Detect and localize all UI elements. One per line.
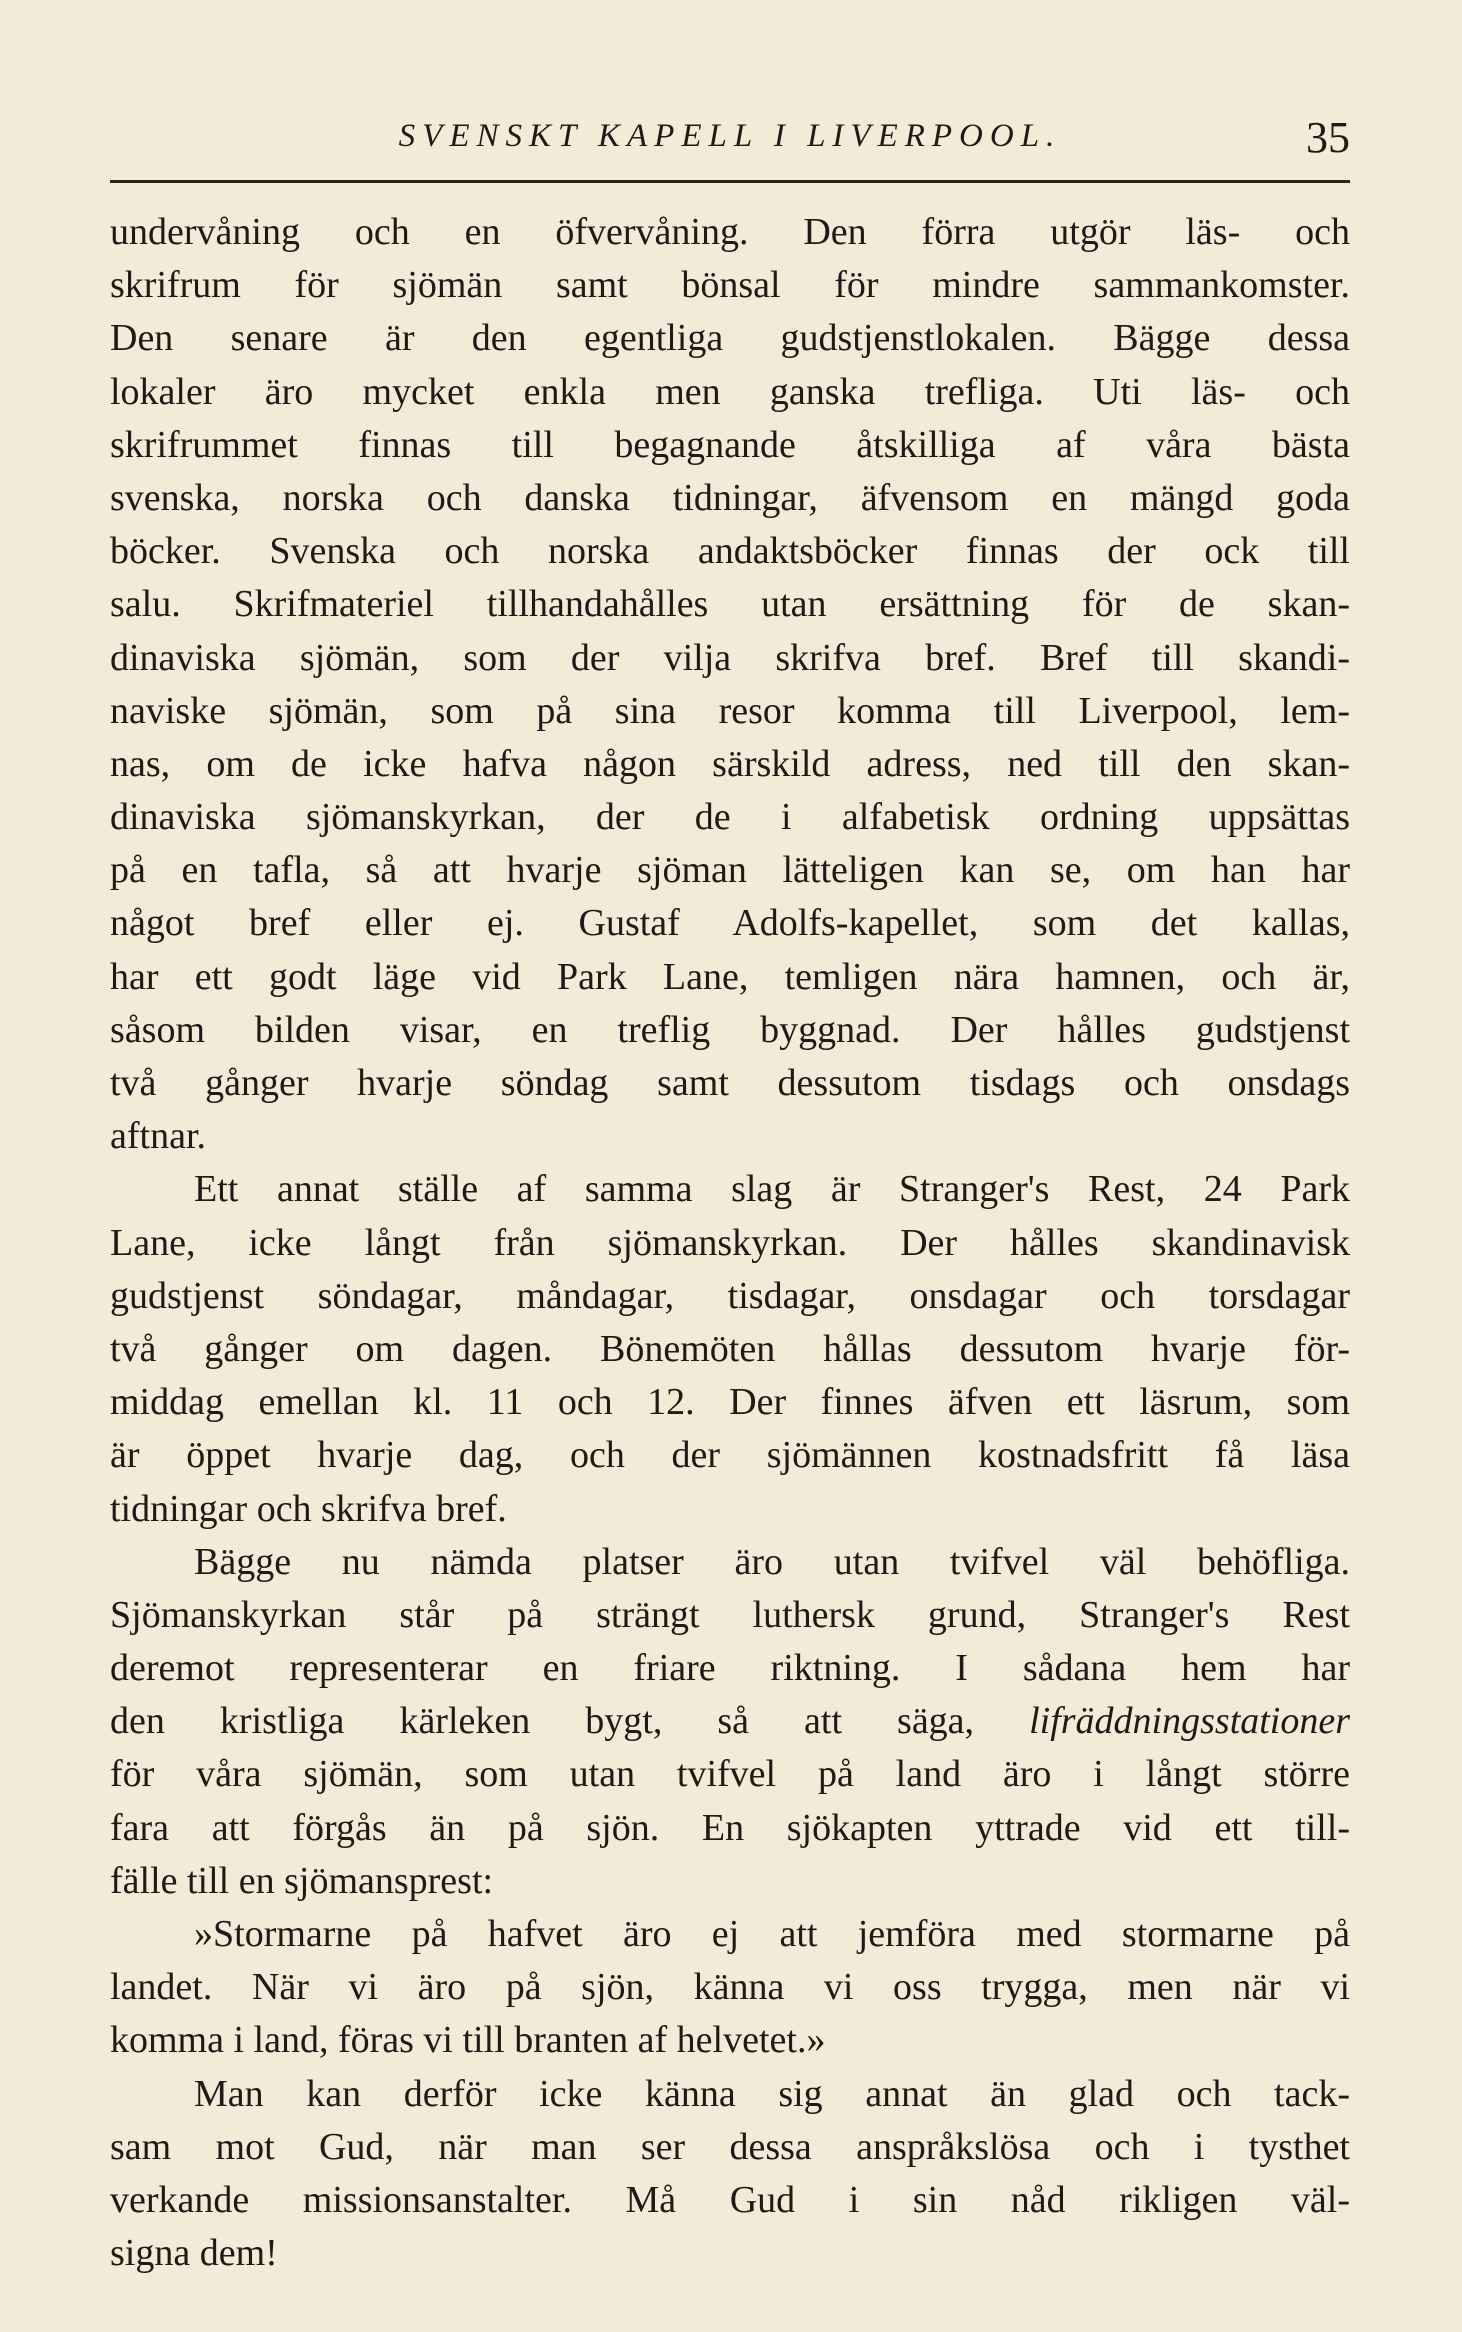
- header-rule: [110, 180, 1350, 183]
- text-line: för våra sjömän, som utan tvifvel på land äro i långt större: [110, 1753, 1350, 1796]
- text-line: landet. När vi äro på sjön, känna vi oss trygga, men när vi: [110, 1966, 1350, 2009]
- text-line: böcker. Svenska och norska andaktsböcker finnas der ock till: [110, 530, 1350, 573]
- text-line: »Stormarne på hafvet äro ej att jemföra med stormarne på: [194, 1913, 1350, 1955]
- text-line: aftnar.: [110, 1115, 207, 1158]
- text-line: undervåning och en öfvervåning. Den förra utgör läs- och: [110, 211, 1350, 253]
- text-line: två gånger hvarje söndag samt dessutom tisdags och onsdags: [110, 1062, 1350, 1104]
- text-line: lokaler äro mycket enkla men ganska trefliga. Uti läs- och: [110, 370, 1350, 413]
- text-line: svenska, norska och danska tidningar, äfvensom en mängd goda: [110, 476, 1350, 519]
- text-line: är öppet hvarje dag, och der sjömännen kostnadsfritt få läsa: [110, 1434, 1350, 1477]
- text-line: signa dem!: [110, 2232, 278, 2275]
- text-line: Sjömanskyrkan står på strängt luthersk grund, Stranger's Rest: [110, 1593, 1350, 1636]
- text-line: har ett godt läge vid Park Lane, temligen nära hamnen, och är,: [110, 955, 1350, 998]
- text-segment: den kristliga kärleken bygt, så att säga,: [110, 1700, 975, 1743]
- text-line: verkande missionsanstalter. Må Gud i sin nåd rikligen väl-: [110, 2178, 1350, 2221]
- text-line: dinaviska sjömanskyrkan, der de i alfabetisk ordning uppsättas: [110, 796, 1350, 839]
- page-number: 35: [1306, 113, 1350, 162]
- text-line: Bägge nu nämda platser äro utan tvifvel väl behöfliga.: [194, 1540, 1350, 1583]
- text-line: gudstjenst söndagar, måndagar, tisdagar, onsdagar och torsdagar: [110, 1274, 1350, 1317]
- running-head: [110, 112, 1350, 172]
- text-line: fälle till en sjömansprest:: [110, 1859, 494, 1902]
- text-line: tidningar och skrifva bref.: [110, 1487, 507, 1530]
- text-line: något bref eller ej. Gustaf Adolfs-kapellet, som det kallas,: [110, 902, 1350, 945]
- text-line: på en tafla, så att hvarje sjöman lätteligen kan se, om han har: [110, 849, 1350, 892]
- text-line: deremot representerar en friare riktning. I sådana hem har: [110, 1647, 1350, 1690]
- text-line: Den senare är den egentliga gudstjenstlokalen. Bägge dessa: [110, 317, 1350, 360]
- text-line: naviske sjömän, som på sina resor komma till Liverpool, lem-: [110, 689, 1350, 732]
- body-text: [110, 206, 1350, 2280]
- text-line: Lane, icke långt från sjömanskyrkan. Der hålles skandinavisk: [110, 1221, 1350, 1264]
- text-line: två gånger om dagen. Bönemöten hållas dessutom hvarje för-: [110, 1327, 1350, 1370]
- text-line: middag emellan kl. 11 och 12. Der finnes äfven ett läsrum, som: [110, 1381, 1350, 1424]
- text-line: Ett annat ställe af samma slag är Stranger's Rest, 24 Park: [194, 1168, 1350, 1211]
- text-line: komma i land, föras vi till branten af helvetet.»: [110, 2019, 826, 2062]
- text-line: salu. Skrifmateriel tillhandahålles utan ersättning för de skan-: [110, 583, 1350, 626]
- text-line: sam mot Gud, när man ser dessa anspråkslösa och i tysthet: [110, 2125, 1350, 2168]
- text-line: fara att förgås än på sjön. En sjökapten yttrade vid ett till-: [110, 1806, 1350, 1849]
- text-line: såsom bilden visar, en treflig byggnad. Der hålles gudstjenst: [110, 1008, 1350, 1051]
- text-line-with-italic: [110, 1695, 1350, 1748]
- text-line: nas, om de icke hafva någon särskild adress, ned till den skan-: [110, 742, 1350, 785]
- text-line: dinaviska sjömän, som der vilja skrifva bref. Bref till skandi-: [110, 636, 1350, 679]
- italic-phrase: lifräddningsstationer: [1029, 1700, 1350, 1743]
- running-title: SVENSKT KAPELL I LIVERPOOL.: [398, 118, 1062, 154]
- text-line: skrifrummet finnas till begagnande åtskilliga af våra bästa: [110, 423, 1350, 466]
- text-line: skrifrum för sjömän samt bönsal för mindre sammankomster.: [110, 264, 1350, 307]
- text-line: Man kan derför icke känna sig annat än glad och tack-: [194, 2072, 1350, 2115]
